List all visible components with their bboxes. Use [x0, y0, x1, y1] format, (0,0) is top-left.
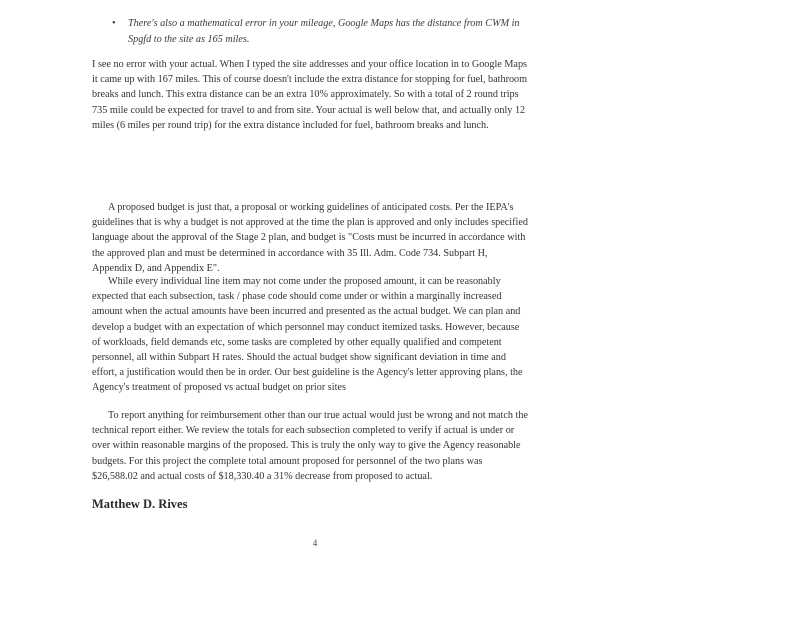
bullet-icon: •: [112, 18, 116, 29]
page-number: 4: [312, 538, 318, 548]
signature-name: Matthew D. Rives: [92, 497, 188, 511]
paragraph-mileage-response: I see no error with your actual. When I typed the site addresses and your office location in to Google Maps it came up with 167 miles. This of course doesn't include the extra distance for stopping for fuel, bathroom breaks and lunch. This extra distance can be an extra 10% approximately. So with a total of 2 round trips 735 mile could be expected for travel to and from site. Your actual is well below that, and actually only 12 miles (6 miles per round trip) for the extra distance included for fuel, bathroom breaks and lunch.: [92, 59, 528, 131]
paragraph-proposed-budget: A proposed budget is just that, a proposal or working guidelines of anticipated costs. Per the IEPA's guidelines that is why a budget is not approved at the time the plan is approved and only includes specified language about the approval of the Stage 2 plan, and budget is "Costs must be incurred in accordance with the approved plan and must be determined in accordance with 35 Ill. Adm. Code 734. Subpart H, Appendix D, and Appendix E".: [92, 202, 528, 274]
paragraph-line-items: While every individual line item may not come under the proposed amount, it can be reasonably expected that each subsection, task / phase code should come under or within a marginally increased amount when the actual amounts have been incurred and presented as the actual budget. We can plan and develop a budget with an expectation of which personnel may conduct itemized tasks. However, because of workloads, field demands etc, some tasks are completed by other equally qualified and competent personnel, all within Subpart H rates. Should the actual budget show significant deviation in time and effort, a justification would then be in order. Our best guideline is the Agency's letter approving plans, the Agency's treatment of proposed vs actual budget on prior sites: [92, 276, 523, 394]
paragraph-reimbursement: To report anything for reimbursement other than our true actual would just be wrong and not match the technical report either. We review the totals for each subsection completed to verify if actual is under or over within reasonable margins of the proposed. This is truly the only way to give the Agency reasonable budgets. For this project the complete total amount proposed for personnel of the two plans was $26,588.02 and actual costs of $18,330.40 a 31% decrease from proposed to actual.: [92, 410, 528, 482]
bullet-text: There's also a mathematical error in your mileage, Google Maps has the distance from CWM in Spgfd to the site as 165 miles.: [128, 18, 520, 45]
bullet-item: [112, 16, 532, 47]
